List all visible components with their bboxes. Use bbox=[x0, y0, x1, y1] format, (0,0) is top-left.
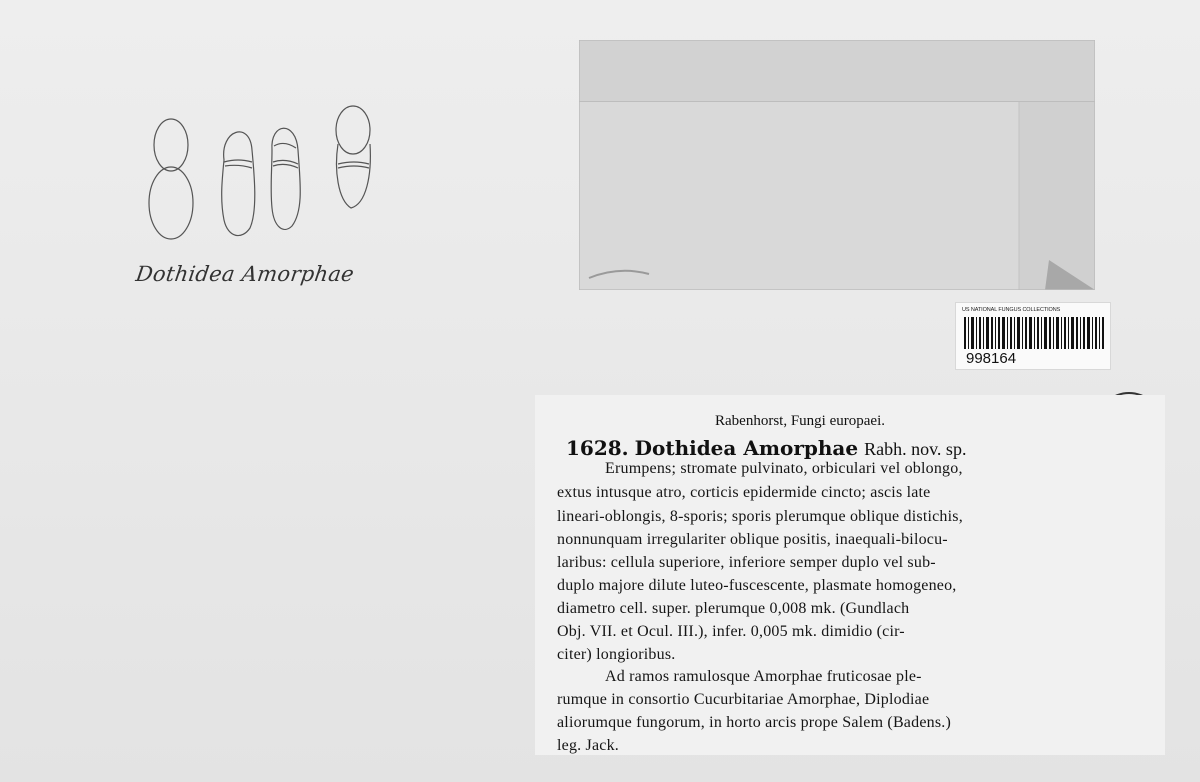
barcode-organization: US NATIONAL FUNGUS COLLECTIONS bbox=[962, 307, 1061, 313]
label-line: laribus: cellula superiore, inferiore semper duplo vel sub- bbox=[557, 554, 936, 571]
specimen-envelope bbox=[579, 40, 1095, 290]
label-taxon: Dothidea Amorphae bbox=[634, 436, 859, 460]
label-line: nonnunquam irregulariter oblique positis, inaequali-bilocu- bbox=[557, 531, 948, 548]
label-line: extus intusque atro, corticis epidermide cincto; ascis late bbox=[557, 484, 931, 501]
spore-drawing-4 bbox=[336, 106, 370, 208]
label-title bbox=[566, 436, 1126, 460]
drawing-caption: Dothidea Amorphae bbox=[134, 262, 356, 286]
spore-drawing-3 bbox=[271, 128, 300, 229]
label-line: lineari-oblongis, 8-sporis; sporis plerumque oblique distichis, bbox=[557, 508, 963, 525]
barcode-bars bbox=[964, 317, 1104, 349]
label-number: 1628. bbox=[566, 436, 629, 460]
label-line: citer) longioribus. bbox=[557, 646, 676, 663]
label-series: Rabenhorst, Fungi europaei. bbox=[715, 413, 885, 429]
label-line: Obj. VII. et Ocul. III.), infer. 0,005 mk. dimidio (cir- bbox=[557, 623, 905, 640]
label-authority: Rabh. nov. sp. bbox=[864, 439, 967, 459]
label-line: diametro cell. super. plerumque 0,008 mk. (Gundlach bbox=[557, 600, 910, 617]
barcode-number: 998164 bbox=[966, 350, 1017, 367]
label-line: Ad ramos ramulosque Amorphae fruticosae ple- bbox=[605, 668, 922, 685]
label-line: Erumpens; stromate pulvinato, orbiculari vel oblongo, bbox=[605, 460, 963, 477]
label-line: leg. Jack. bbox=[557, 737, 619, 754]
label-line: duplo majore dilute luteo-fuscescente, plasmate homogeneo, bbox=[557, 577, 957, 594]
spore-drawing-2 bbox=[222, 132, 255, 236]
spore-drawing-1 bbox=[149, 119, 193, 239]
label-line: aliorumque fungorum, in horto arcis prope Salem (Badens.) bbox=[557, 714, 951, 731]
spore-drawings bbox=[138, 100, 388, 250]
label-line: rumque in consortio Cucurbitariae Amorphae, Diplodiae bbox=[557, 691, 930, 708]
barcode-label bbox=[955, 302, 1111, 370]
